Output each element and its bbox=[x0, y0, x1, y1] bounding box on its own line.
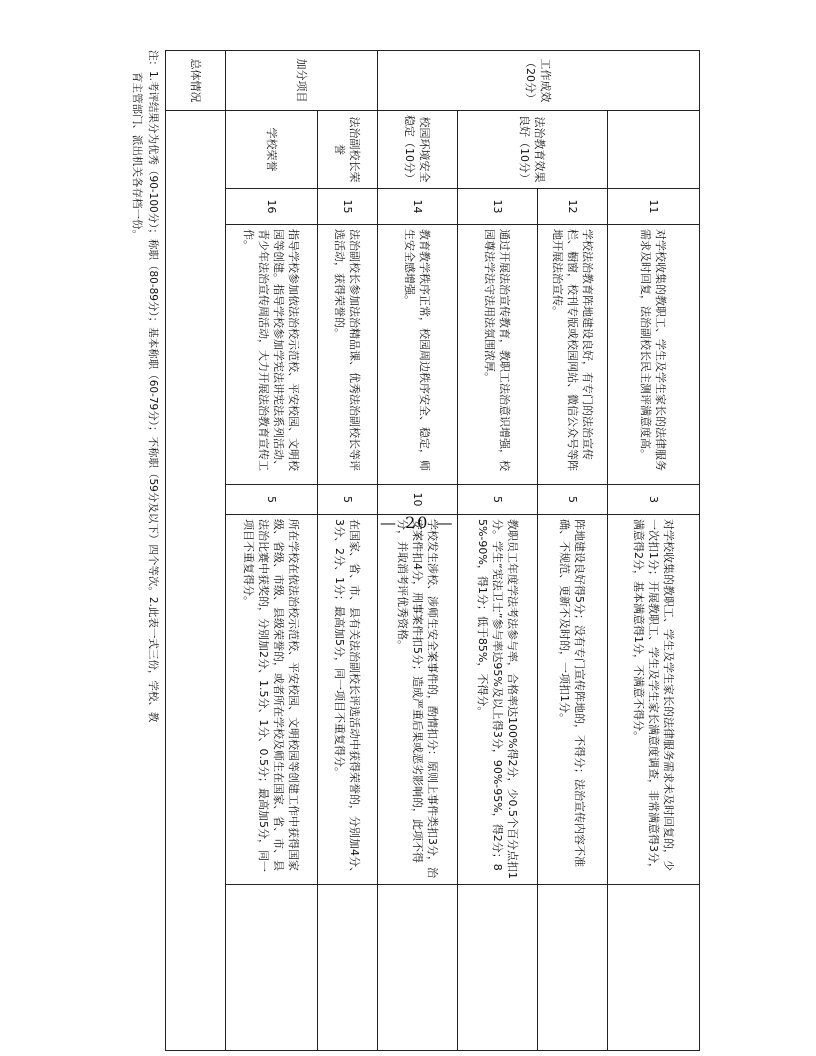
table-row bbox=[608, 51, 700, 1051]
content-cell: 教育教学秩序正常，校园周边秩序安全、稳定，师生安全感增强。 bbox=[378, 225, 458, 485]
content-cell: 法治副校长参加法治精品课、优秀法治副校长等评选活动，获得荣誉的。 bbox=[318, 225, 378, 485]
subcategory-cell: 学校荣誉 bbox=[226, 111, 318, 189]
content-cell: 通过开展法治宣传教育，教职工法治意识增强，校园尊法学法守法用法氛围浓厚。 bbox=[458, 225, 538, 485]
category-cell: 工作成效（20分） bbox=[378, 51, 700, 111]
score-cell: 10 bbox=[378, 485, 458, 515]
overall-label: 总体情况 bbox=[166, 51, 226, 111]
category-cell: 加分项目 bbox=[226, 51, 378, 111]
evaluation-table bbox=[165, 50, 700, 1051]
result-cell bbox=[538, 885, 608, 1051]
item-number: 14 bbox=[378, 189, 458, 225]
result-cell bbox=[226, 885, 318, 1051]
overall-cell bbox=[166, 111, 226, 1051]
criteria-cell: 学校发生涉校、涉师生安全案事件的，酌情扣分：原则上事件类扣3分，治安案件扣4分，刑事案件扣5分；造成严重后果或恶劣影响的，此项不得分，并取消考评优秀资格。 bbox=[378, 515, 458, 885]
criteria-cell: 所在学校在依法治校示范校、平安校园、文明校园等创建工作中获得国家级、省级、市级、县级荣誉的，或者所在学校及师生在国家、省、市、县法治比赛中获奖的，分别加2分、1.5分、1分、0.5分；最高加5分，同一项目不重复得分。 bbox=[226, 515, 318, 885]
item-number: 11 bbox=[608, 189, 700, 225]
subcategory-cell: 校园环境安全稳定（10分） bbox=[378, 111, 458, 189]
note-line: 注：1.考评结果分为优秀（90-100分）；称职（80-89分）；基本称职（60-79分）；不称职（59分及以下）四个等次。2.此表一式三份，学校、教 bbox=[147, 50, 159, 723]
rotated-content bbox=[131, 50, 700, 1050]
score-cell: 5 bbox=[226, 485, 318, 515]
criteria-cell: 阵地建设良好得5分；没有专门宣传阵地的，不得分；法治宣传内容不准确、不规范、更新不及时的，一项扣1分。 bbox=[538, 515, 608, 885]
item-number: 16 bbox=[226, 189, 318, 225]
page-number: — 20 — bbox=[380, 513, 455, 532]
result-cell bbox=[318, 885, 378, 1051]
notes bbox=[129, 50, 161, 1050]
content-cell: 学校法治教育阵地建设良好，有专门的法治宣传栏、橱窗，校刊专版或校园网站、微信公众号等阵地开展法治宣传。 bbox=[538, 225, 608, 485]
score-cell: 5 bbox=[538, 485, 608, 515]
table-row bbox=[378, 51, 458, 1051]
subcategory-cell: 法治副校长荣誉 bbox=[318, 111, 378, 189]
table-row bbox=[538, 51, 608, 1051]
item-number: 12 bbox=[538, 189, 608, 225]
content-cell: 对学校收集的教职工、学生及学生家长的法律服务需求及时回复，法治副校长民主测评满意度高。 bbox=[608, 225, 700, 485]
table-row bbox=[458, 51, 538, 1051]
criteria-cell: 在国家、省、市、县有关法治副校长评选活动中获得荣誉的，分别加4分、3分、2分、1分；最高加5分，同一项目不重复得分。 bbox=[318, 515, 378, 885]
subcategory-cell: 法治教育效果良好（10分） bbox=[458, 111, 608, 189]
criteria-cell: 教职员工年度学法考法参与率，合格率达100%得2分，少0.5个百分点扣1分。学生“宪法卫士”参与率达95%及以上得3分，90%-95%，得2分；85%-90%，得1分；低于85%，不得分。 bbox=[458, 515, 538, 885]
subcategory-cell bbox=[608, 111, 700, 189]
note-line: 育主管部门、派出机关各存档一份。 bbox=[131, 72, 143, 240]
table-row bbox=[318, 51, 378, 1051]
item-number: 15 bbox=[318, 189, 378, 225]
score-cell: 5 bbox=[458, 485, 538, 515]
score-cell: 5 bbox=[318, 485, 378, 515]
content-cell: 指导学校参加依法治校示范校、平安校园、文明校园等创建。指导学校参加学宪法讲宪法系列活动、青少年法治宣传周活动，大力开展法治教育宣传工作。 bbox=[226, 225, 318, 485]
result-cell bbox=[608, 885, 700, 1051]
table-row bbox=[166, 51, 226, 1051]
score-cell: 3 bbox=[608, 485, 700, 515]
result-cell bbox=[458, 885, 538, 1051]
item-number: 13 bbox=[458, 189, 538, 225]
result-cell bbox=[378, 885, 458, 1051]
table-row bbox=[226, 51, 318, 1051]
criteria-cell: 对学校收集的教职工、学生及学生家长的法律服务需求未及时回复的，少一次扣1分；开展教职工、学生及学生家长满意度调查，非常满意得3分，满意得2分，基本满意得1分，不满意不得分。 bbox=[608, 515, 700, 885]
